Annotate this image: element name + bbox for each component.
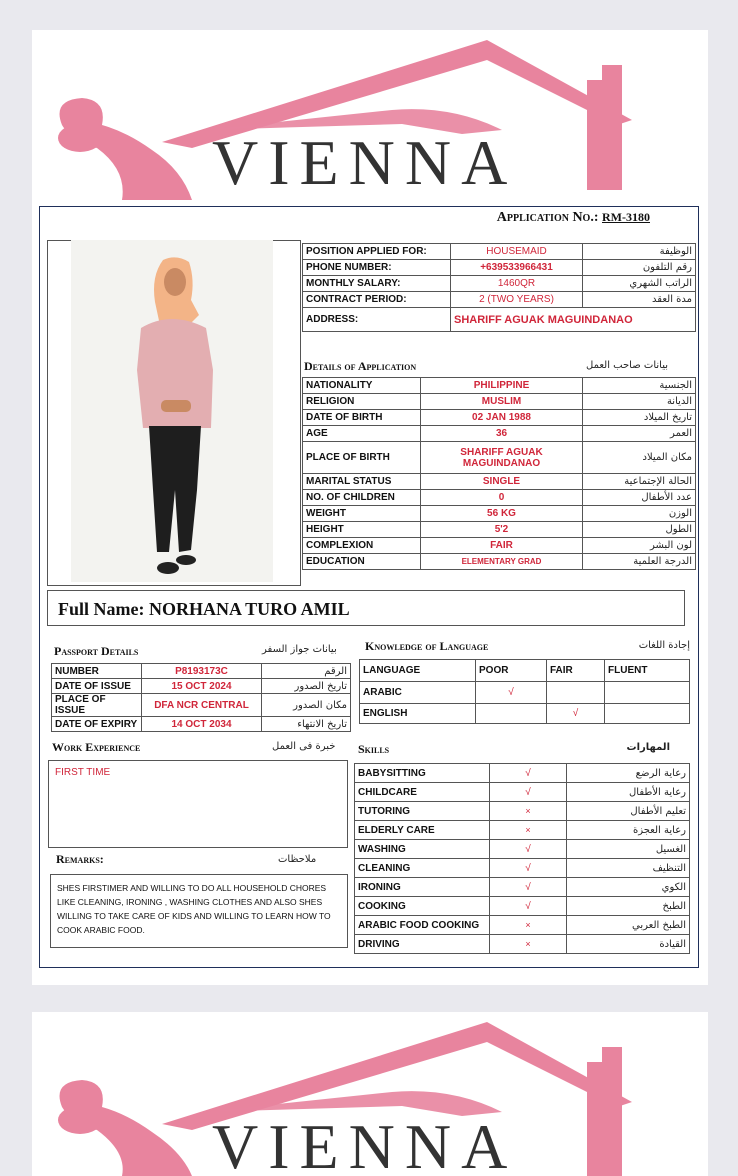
- table-row: [303, 522, 696, 538]
- language-poor: [476, 704, 547, 724]
- details-title: Details of Application: [304, 359, 417, 373]
- detail-value: 56 KG: [421, 506, 583, 522]
- address-value: SHARIFF AGUAK MAGUINDANAO: [451, 308, 696, 332]
- work-title: Work Experience: [52, 740, 141, 754]
- work-experience-text: FIRST TIME: [55, 767, 111, 778]
- skill-mark: √: [490, 840, 567, 859]
- table-row: [355, 840, 690, 859]
- detail-value: 02 JAN 1988: [421, 410, 583, 426]
- phone-label: PHONE NUMBER:: [303, 260, 451, 276]
- skill-mark: √: [490, 897, 567, 916]
- table-row: [355, 935, 690, 954]
- language-poor: √: [476, 682, 547, 704]
- table-row: [303, 308, 696, 332]
- remarks-title-ar: ملاحظات: [278, 854, 317, 865]
- skill-label: TUTORING: [355, 802, 490, 821]
- passport-table: [51, 663, 351, 732]
- language-fluent: [605, 704, 690, 724]
- detail-label-ar: عدد الأطفال: [583, 490, 696, 506]
- salary-label: MONTHLY SALARY:: [303, 276, 451, 292]
- passport-label-ar: الرقم: [262, 664, 351, 679]
- position-label-ar: الوظيفة: [583, 244, 696, 260]
- skill-label: WASHING: [355, 840, 490, 859]
- skill-mark: ×: [490, 821, 567, 840]
- application-page: [32, 30, 708, 985]
- contract-label: CONTRACT PERIOD:: [303, 292, 451, 308]
- table-row: [360, 660, 690, 682]
- skill-label: DRIVING: [355, 935, 490, 954]
- table-row: [52, 717, 351, 732]
- passport-label: DATE OF ISSUE: [52, 679, 142, 694]
- table-row: [355, 859, 690, 878]
- table-row: [303, 538, 696, 554]
- skill-label: ELDERLY CARE: [355, 821, 490, 840]
- full-name: Full Name: NORHANA TURO AMIL: [47, 590, 685, 626]
- table-row: [355, 897, 690, 916]
- table-row: [52, 664, 351, 679]
- table-row: [303, 554, 696, 570]
- table-row: [360, 704, 690, 724]
- detail-label-ar: لون البشر: [583, 538, 696, 554]
- detail-value: 0: [421, 490, 583, 506]
- detail-value: MUSLIM: [421, 394, 583, 410]
- skill-mark: ×: [490, 935, 567, 954]
- table-row: [303, 490, 696, 506]
- table-row: [303, 506, 696, 522]
- details-title-ar: بيانات صاحب العمل: [586, 360, 668, 371]
- phone-label-ar: رقم التلفون: [583, 260, 696, 276]
- work-experience-box: [48, 760, 348, 848]
- skill-label: BABYSITTING: [355, 764, 490, 783]
- table-row: [360, 682, 690, 704]
- table-row: [52, 679, 351, 694]
- skill-label-ar: رعاية الأطفال: [567, 783, 690, 802]
- table-row: [303, 426, 696, 442]
- passport-label-ar: تاريخ الانتهاء: [262, 717, 351, 732]
- table-row: [303, 394, 696, 410]
- person-photo-icon: [71, 240, 273, 582]
- skill-label: CHILDCARE: [355, 783, 490, 802]
- language-fair: √: [547, 704, 605, 724]
- passport-title: Passport Details: [54, 644, 139, 658]
- application-number-label: Application No.:: [496, 210, 599, 225]
- vienna-logo: [32, 30, 708, 200]
- passport-value: 15 OCT 2024: [142, 679, 262, 694]
- table-row: [303, 260, 696, 276]
- skills-title: Skills: [358, 742, 390, 756]
- detail-label: MARITAL STATUS: [303, 474, 421, 490]
- language-fair: [547, 682, 605, 704]
- language-name: ENGLISH: [360, 704, 476, 724]
- language-name: ARABIC: [360, 682, 476, 704]
- contract-value: 2 (TWO YEARS): [451, 292, 583, 308]
- table-row: [355, 878, 690, 897]
- detail-value: ELEMENTARY GRAD: [421, 554, 583, 570]
- skill-mark: √: [490, 878, 567, 897]
- brand-name: VIENNA: [212, 127, 518, 198]
- table-row: [303, 410, 696, 426]
- table-row: [303, 474, 696, 490]
- skill-label: CLEANING: [355, 859, 490, 878]
- passport-value: P8193173C: [142, 664, 262, 679]
- detail-value: SINGLE: [421, 474, 583, 490]
- table-row: [303, 442, 696, 474]
- detail-label: NATIONALITY: [303, 378, 421, 394]
- work-title-ar: خبرة فى العمل: [272, 741, 336, 752]
- detail-label: NO. OF CHILDREN: [303, 490, 421, 506]
- language-header: POOR: [476, 660, 547, 682]
- table-row: [355, 821, 690, 840]
- passport-value: DFA NCR CENTRAL: [142, 694, 262, 717]
- position-label: POSITION APPLIED FOR:: [303, 244, 451, 260]
- passport-label: DATE OF EXPIRY: [52, 717, 142, 732]
- remarks-text: SHES FIRSTIMER AND WILLING TO DO ALL HOUSEHOLD CHORES LIKE CLEANING, IRONING , WASHING CLOTHES AND ALSO SHES WILLING TO TAKE CARE OF KIDS AND WILLING TO LEARN HOW TO COOK ARABIC FOOD.: [57, 883, 331, 935]
- detail-label: HEIGHT: [303, 522, 421, 538]
- language-title: Knowledge of Language: [365, 639, 489, 653]
- language-header: FLUENT: [605, 660, 690, 682]
- salary-label-ar: الراتب الشهري: [583, 276, 696, 292]
- job-info-table: [302, 243, 696, 332]
- detail-value: 5'2: [421, 522, 583, 538]
- phone-value: +639533966431: [451, 260, 583, 276]
- table-row: [355, 802, 690, 821]
- detail-label-ar: الجنسية: [583, 378, 696, 394]
- application-number-value: RM-3180: [602, 210, 650, 224]
- remarks-title: Remarks:: [56, 852, 104, 866]
- skill-label-ar: رعاية العجزة: [567, 821, 690, 840]
- language-title-ar: إجادة اللغات: [638, 640, 690, 651]
- detail-value: SHARIFF AGUAK MAGUINDANAO: [421, 442, 583, 474]
- table-row: [303, 276, 696, 292]
- detail-label-ar: الطول: [583, 522, 696, 538]
- skill-label-ar: الكوي: [567, 878, 690, 897]
- skill-label-ar: التنظيف: [567, 859, 690, 878]
- skills-title-ar: المهارات: [626, 742, 670, 753]
- skill-mark: ×: [490, 802, 567, 821]
- remarks-box: [50, 874, 348, 948]
- detail-label-ar: العمر: [583, 426, 696, 442]
- skill-label: IRONING: [355, 878, 490, 897]
- detail-label: DATE OF BIRTH: [303, 410, 421, 426]
- skill-mark: ×: [490, 916, 567, 935]
- table-row: [355, 916, 690, 935]
- detail-label-ar: مكان الميلاد: [583, 442, 696, 474]
- skill-label-ar: القيادة: [567, 935, 690, 954]
- brand-name: VIENNA: [212, 1111, 518, 1176]
- detail-label-ar: تاريخ الميلاد: [583, 410, 696, 426]
- language-header: FAIR: [547, 660, 605, 682]
- passport-value: 14 OCT 2034: [142, 717, 262, 732]
- address-label: ADDRESS:: [303, 308, 451, 332]
- detail-label-ar: الديانة: [583, 394, 696, 410]
- passport-label: NUMBER: [52, 664, 142, 679]
- applicant-photo: [71, 240, 273, 582]
- skill-label-ar: رعاية الرضع: [567, 764, 690, 783]
- detail-label: COMPLEXION: [303, 538, 421, 554]
- skill-label-ar: الطبخ العربي: [567, 916, 690, 935]
- detail-label-ar: الوزن: [583, 506, 696, 522]
- salary-value: 1460QR: [451, 276, 583, 292]
- detail-label-ar: الدرجة العلمية: [583, 554, 696, 570]
- passport-label-ar: تاريخ الصدور: [262, 679, 351, 694]
- skill-mark: √: [490, 764, 567, 783]
- skills-table: [354, 763, 690, 954]
- detail-label: RELIGION: [303, 394, 421, 410]
- position-value: HOUSEMAID: [451, 244, 583, 260]
- table-row: [303, 292, 696, 308]
- language-table: [359, 659, 690, 724]
- table-row: [355, 783, 690, 802]
- detail-value: PHILIPPINE: [421, 378, 583, 394]
- table-row: [52, 694, 351, 717]
- table-row: [303, 378, 696, 394]
- table-row: [303, 244, 696, 260]
- detail-value: 36: [421, 426, 583, 442]
- skill-label: COOKING: [355, 897, 490, 916]
- detail-label: AGE: [303, 426, 421, 442]
- next-page-preview: [32, 1012, 708, 1176]
- application-number: [497, 210, 650, 226]
- language-header: LANGUAGE: [360, 660, 476, 682]
- passport-label: PLACE OF ISSUE: [52, 694, 142, 717]
- skill-mark: √: [490, 859, 567, 878]
- detail-label: PLACE OF BIRTH: [303, 442, 421, 474]
- details-table: [302, 377, 696, 570]
- passport-title-ar: بيانات جواز السفر: [262, 644, 337, 655]
- detail-value: FAIR: [421, 538, 583, 554]
- skill-label: ARABIC FOOD COOKING: [355, 916, 490, 935]
- passport-label-ar: مكان الصدور: [262, 694, 351, 717]
- language-fluent: [605, 682, 690, 704]
- detail-label: WEIGHT: [303, 506, 421, 522]
- skill-label-ar: تعليم الأطفال: [567, 802, 690, 821]
- skill-label-ar: الغسيل: [567, 840, 690, 859]
- skill-mark: √: [490, 783, 567, 802]
- contract-label-ar: مدة العقد: [583, 292, 696, 308]
- table-row: [355, 764, 690, 783]
- skill-label-ar: الطبخ: [567, 897, 690, 916]
- detail-label-ar: الحالة الإجتماعية: [583, 474, 696, 490]
- detail-label: EDUCATION: [303, 554, 421, 570]
